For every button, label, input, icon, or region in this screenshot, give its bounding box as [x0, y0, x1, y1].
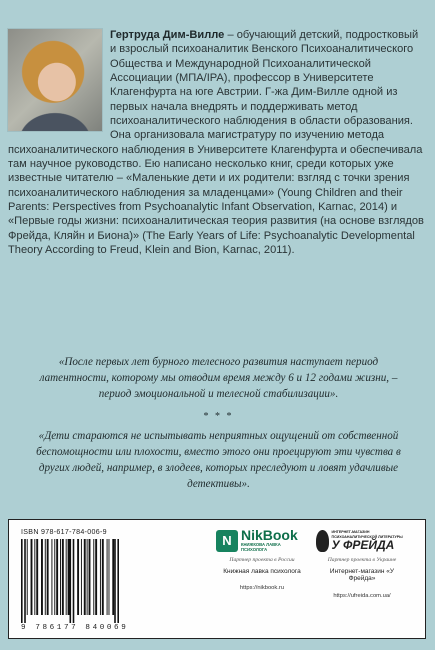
barcode-bar: [68, 539, 70, 615]
barcode-bar: [41, 539, 43, 615]
barcode-bar: [93, 539, 94, 615]
barcode-bar: [109, 539, 110, 615]
barcode-bar: [27, 539, 28, 615]
barcode-digits: 9 786177 840069: [21, 624, 129, 632]
barcode-bar: [102, 539, 104, 615]
barcode-bar: [87, 539, 88, 615]
partner-note: Партнер проекта в России: [229, 557, 295, 563]
ufreida-tagline: ИНТЕРНЕТ-МАГАЗИН ПСИХОАНАЛИТИЧЕСКОЙ ЛИТЕРАТУРЫ: [331, 530, 403, 539]
partner-note: Партнер проекта в Украине: [327, 557, 397, 563]
barcode-bar: [112, 539, 114, 615]
barcode-bar: [89, 539, 91, 615]
barcode-bar: [100, 539, 101, 615]
barcode-bar: [45, 539, 46, 615]
freud-portrait-icon: [316, 530, 329, 552]
quotes-block: [30, 354, 407, 493]
barcode-guard-bar: [117, 539, 119, 623]
barcode-bar: [54, 539, 55, 615]
barcode-bar: [56, 539, 58, 615]
ufreida-brand: У ФРЕЙДА: [331, 537, 395, 552]
partner-url: https://nikbook.ru: [239, 585, 285, 592]
quote-latency: «После первых лет бурного телесного развития наступает период латентности, которому мы отводим время между 6 и 12 годами жизни, – период эмоциональной и телесной стабилизации».: [39, 356, 398, 401]
barcode-bar: [62, 539, 64, 615]
barcode-guard-bar: [73, 539, 75, 623]
author-name: Гертруда Дим-Вилле: [110, 29, 225, 41]
barcode-image: [19, 539, 189, 623]
partner-name: Книжная лавка психолога: [223, 568, 301, 575]
barcode-bar: [107, 539, 108, 615]
barcode-bar: [81, 539, 82, 615]
barcode-guard-bar: [70, 539, 72, 623]
barcode-bar: [51, 539, 52, 615]
photo-wrap-space: [8, 28, 110, 132]
partner-name: Интернет-магазин «У Фрейда»: [329, 568, 395, 583]
partner-url: https://ufreida.com.ua/: [333, 592, 391, 599]
quote-separator: * * *: [203, 410, 234, 422]
author-bio: [8, 28, 427, 258]
ufreida-logo: [316, 528, 408, 553]
barcode-guard-bar: [24, 539, 26, 623]
author-bio-text: – обучающий детский, подростковый и взрослый психоаналитик Венского Психоаналитического Общества и Международной Психоаналитической Ассоциации (МПА/IPA), профессор в Университете Клагенфурта на юге Австрии. Г-жа Дим-Вилле одной из первых начала внедрять и поддерживать метод психоаналитического наблюдения в области образования. Она организовала магистратуру по изучению метода психоаналитического наблюдения в Университете Клагенфурта и обеспечивала там научное руководство. Ею написано несколько книг, среди которых уже известные читателю – «Маленькие дети и их родители: взгляд с точки зрения психоаналитического наблюдения за младенцами» (Young Children and their Parents: Perspectives from Psychoanalytic Infant Observation, Karnac, 2014) и «Первые годы жизни: психоаналитическая теория развития (на основе взглядов Фрейда, Кляйн и Биона)» (The Early Years of Life: Psychoanalytic Developmental Theory According to Freud, Klein and Bion, Karnac, 2011).: [8, 29, 424, 257]
isbn-label: ISBN 978-617-784-006-9: [21, 528, 107, 536]
nikbook-subtitle: КНИЖКОВА ЛАВКА ПСИХОЛОГА: [240, 542, 281, 552]
barcode-bar: [36, 539, 38, 615]
partner-ufreida: [316, 528, 408, 599]
barcode-bar: [95, 539, 97, 615]
book-icon: N: [216, 530, 238, 552]
quote-projection: «Дети стараются не испытывать неприятных ощущений от собственной беспомощности или плохости, вместо этого они проецируют эти чувства в других людей, например, в злодеев, которых преследуют и ловят удачливые детективы».: [36, 429, 401, 491]
barcode-bar: [77, 539, 79, 615]
partner-nikbook: [216, 528, 308, 591]
barcode-bar: [66, 539, 67, 615]
nikbook-logo: [216, 528, 308, 553]
barcode-bar: [60, 539, 61, 615]
barcode-bar: [47, 539, 49, 615]
barcode-bar: [34, 539, 35, 615]
barcode-guard-bar: [21, 539, 23, 623]
nikbook-brand: NikBook: [240, 527, 298, 543]
barcode-guard-bar: [114, 539, 116, 623]
barcode-panel: [8, 519, 426, 639]
barcode-bar: [31, 539, 33, 615]
barcode-bar: [84, 539, 86, 615]
